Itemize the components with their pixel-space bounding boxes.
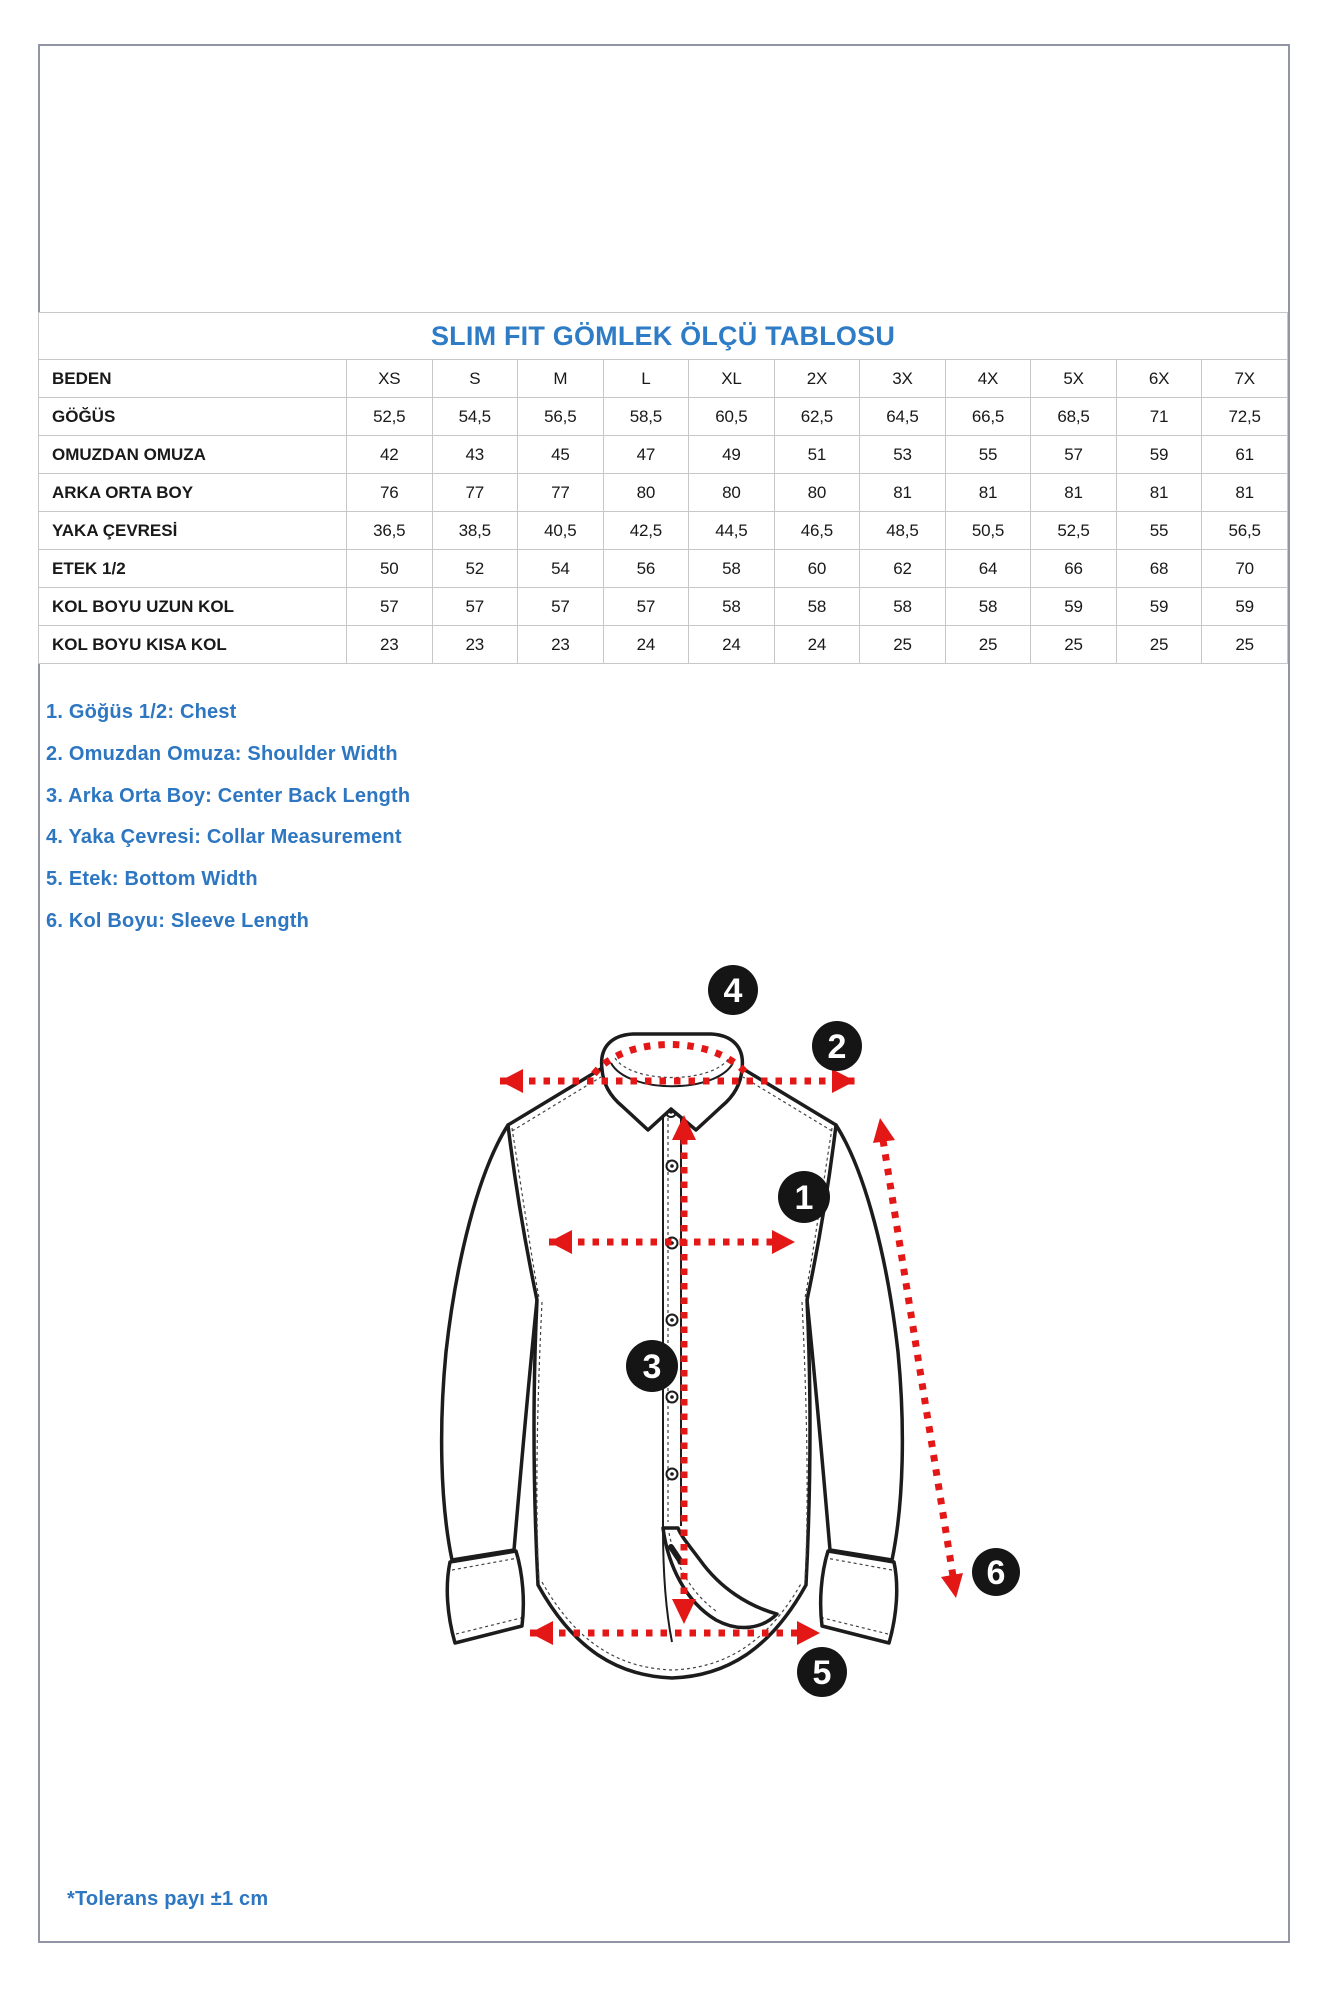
cell-value: 51: [774, 436, 860, 474]
table-row: [39, 588, 1288, 626]
marker-5: [797, 1647, 847, 1697]
size-header-cell: XL: [689, 360, 775, 398]
hem-arrowhead-right: [797, 1621, 820, 1645]
shirt-measurement-diagram: [420, 940, 1040, 1720]
cell-value: 56,5: [1202, 512, 1288, 550]
cell-value: 58,5: [603, 398, 689, 436]
cell-value: 55: [1116, 512, 1202, 550]
cell-value: 72,5: [1202, 398, 1288, 436]
cell-value: 47: [603, 436, 689, 474]
legend-item: 1. Göğüs 1/2: Chest: [46, 701, 237, 723]
cell-value: 62,5: [774, 398, 860, 436]
cell-value: 61: [1202, 436, 1288, 474]
row-label: KOL BOYU UZUN KOL: [39, 588, 347, 626]
left-cuff: [447, 1551, 523, 1643]
marker-2: [812, 1021, 862, 1071]
cell-value: 80: [774, 474, 860, 512]
table-row: [39, 436, 1288, 474]
size-header-cell: 3X: [860, 360, 946, 398]
row-label: ARKA ORTA BOY: [39, 474, 347, 512]
cell-value: 24: [603, 626, 689, 664]
cell-value: 60,5: [689, 398, 775, 436]
marker-4: [708, 965, 758, 1015]
cell-value: 81: [945, 474, 1031, 512]
size-header-cell: 4X: [945, 360, 1031, 398]
size-header-cell: S: [432, 360, 518, 398]
cell-value: 44,5: [689, 512, 775, 550]
cell-value: 58: [774, 588, 860, 626]
svg-text:2: 2: [827, 1028, 847, 1066]
cell-value: 81: [1031, 474, 1117, 512]
cell-value: 58: [689, 550, 775, 588]
cell-value: 81: [1116, 474, 1202, 512]
row-label: OMUZDAN OMUZA: [39, 436, 347, 474]
cell-value: 38,5: [432, 512, 518, 550]
cell-value: 50: [347, 550, 433, 588]
cell-value: 43: [432, 436, 518, 474]
marker-6: [972, 1548, 1020, 1596]
cell-value: 42: [347, 436, 433, 474]
table-row: [39, 550, 1288, 588]
cell-value: 59: [1116, 588, 1202, 626]
row-label: ETEK 1/2: [39, 550, 347, 588]
legend-item: 3. Arka Orta Boy: Center Back Length: [46, 784, 411, 807]
marker-3: [626, 1340, 678, 1392]
svg-text:6: 6: [986, 1554, 1006, 1592]
cell-value: 23: [347, 626, 433, 664]
hem-arrowhead-left: [530, 1621, 553, 1645]
cell-value: 23: [432, 626, 518, 664]
cell-value: 76: [347, 474, 433, 512]
cell-value: 59: [1202, 588, 1288, 626]
size-header-cell: M: [518, 360, 604, 398]
cell-value: 56: [603, 550, 689, 588]
cell-value: 24: [774, 626, 860, 664]
cell-value: 52,5: [1031, 512, 1117, 550]
table-row: [39, 512, 1288, 550]
size-header-cell: 6X: [1116, 360, 1202, 398]
row-label: YAKA ÇEVRESİ: [39, 512, 347, 550]
cell-value: 80: [603, 474, 689, 512]
legend-item: 5. Etek: Bottom Width: [46, 868, 258, 891]
cell-value: 59: [1031, 588, 1117, 626]
size-header-cell: 2X: [774, 360, 860, 398]
tolerance-footnote: *Tolerans payı ±1 cm: [67, 1888, 269, 1910]
cell-value: 80: [689, 474, 775, 512]
shoulder-arrowhead-right: [832, 1069, 855, 1093]
cell-value: 57: [347, 588, 433, 626]
row-label: KOL BOYU KISA KOL: [39, 626, 347, 664]
cell-value: 71: [1116, 398, 1202, 436]
marker-1: [778, 1171, 830, 1223]
cell-value: 56,5: [518, 398, 604, 436]
sleeve-arrowhead-bottom: [941, 1573, 963, 1598]
cell-value: 58: [689, 588, 775, 626]
table-row: [39, 626, 1288, 664]
size-header-cell: L: [603, 360, 689, 398]
cell-value: 66: [1031, 550, 1117, 588]
row-label: GÖĞÜS: [39, 398, 347, 436]
cell-value: 57: [432, 588, 518, 626]
cell-value: 25: [1031, 626, 1117, 664]
cell-value: 36,5: [347, 512, 433, 550]
cell-value: 24: [689, 626, 775, 664]
cell-value: 68,5: [1031, 398, 1117, 436]
table-row: [39, 398, 1288, 436]
cell-value: 25: [1116, 626, 1202, 664]
cell-value: 25: [860, 626, 946, 664]
cell-value: 50,5: [945, 512, 1031, 550]
cell-value: 48,5: [860, 512, 946, 550]
cell-value: 77: [518, 474, 604, 512]
table-row: [39, 474, 1288, 512]
legend-item: 4. Yaka Çevresi: Collar Measurement: [46, 826, 402, 849]
cell-value: 59: [1116, 436, 1202, 474]
cell-value: 52: [432, 550, 518, 588]
cell-value: 68: [1116, 550, 1202, 588]
cell-value: 55: [945, 436, 1031, 474]
cell-value: 58: [860, 588, 946, 626]
cell-value: 64,5: [860, 398, 946, 436]
cell-value: 42,5: [603, 512, 689, 550]
size-table: [38, 312, 1288, 664]
right-cuff: [821, 1551, 897, 1643]
cell-value: 40,5: [518, 512, 604, 550]
legend-item: 2. Omuzdan Omuza: Shoulder Width: [46, 742, 398, 765]
cell-value: 81: [860, 474, 946, 512]
svg-text:4: 4: [723, 972, 743, 1010]
cell-value: 57: [603, 588, 689, 626]
cell-value: 23: [518, 626, 604, 664]
svg-text:1: 1: [794, 1179, 814, 1217]
svg-text:3: 3: [642, 1348, 662, 1386]
legend: [46, 692, 410, 943]
cell-value: 54,5: [432, 398, 518, 436]
cell-value: 60: [774, 550, 860, 588]
table-title-row: [39, 313, 1288, 360]
size-header-cell: 7X: [1202, 360, 1288, 398]
table-title: SLIM FIT GÖMLEK ÖLÇÜ TABLOSU: [39, 313, 1288, 360]
size-header-row: [39, 360, 1288, 398]
cell-value: 77: [432, 474, 518, 512]
size-header-cell: 5X: [1031, 360, 1117, 398]
cell-value: 25: [1202, 626, 1288, 664]
size-header-cell: XS: [347, 360, 433, 398]
cell-value: 81: [1202, 474, 1288, 512]
cell-value: 46,5: [774, 512, 860, 550]
cell-value: 53: [860, 436, 946, 474]
cell-value: 57: [518, 588, 604, 626]
cell-value: 66,5: [945, 398, 1031, 436]
cell-value: 70: [1202, 550, 1288, 588]
cell-value: 54: [518, 550, 604, 588]
cell-value: 64: [945, 550, 1031, 588]
shoulder-arrowhead-left: [500, 1069, 523, 1093]
cell-value: 62: [860, 550, 946, 588]
cell-value: 52,5: [347, 398, 433, 436]
legend-item: 6. Kol Boyu: Sleeve Length: [46, 909, 310, 932]
cell-value: 58: [945, 588, 1031, 626]
sleeve-arrowhead-top: [873, 1118, 895, 1143]
cell-value: 57: [1031, 436, 1117, 474]
svg-text:5: 5: [812, 1654, 832, 1692]
size-column-label: BEDEN: [39, 360, 347, 398]
cell-value: 49: [689, 436, 775, 474]
cell-value: 25: [945, 626, 1031, 664]
cell-value: 45: [518, 436, 604, 474]
